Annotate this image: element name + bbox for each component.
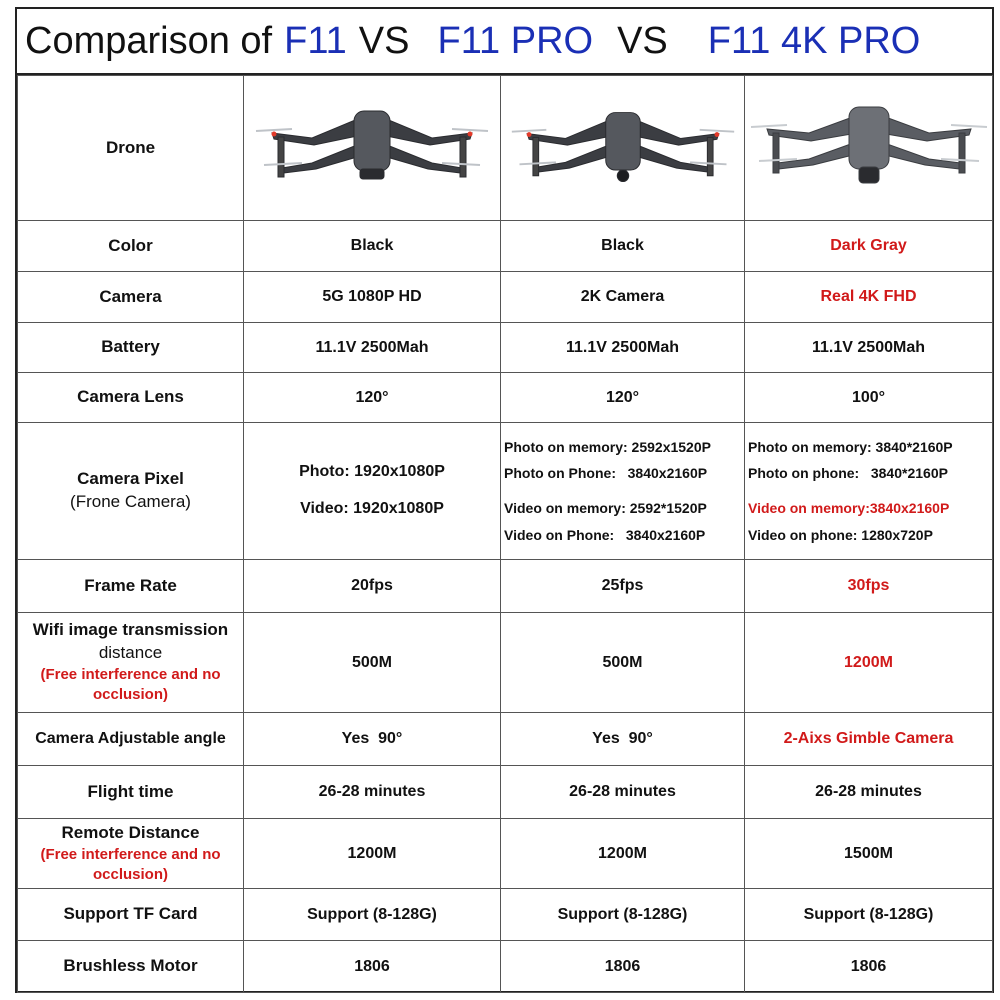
cell-f11-4k-pro-tf: Support (8-128G) (745, 889, 993, 941)
cell-f11-4k-pro-color: Dark Gray (745, 221, 993, 272)
row-label-tf: Support TF Card (18, 889, 244, 941)
table-row-color (18, 221, 993, 272)
row-label-remote-note1: (Free interference and no (40, 845, 221, 863)
row-label-pixel (18, 423, 244, 560)
row-label-motor: Brushless Motor (18, 941, 244, 993)
cell-f11-pro-wifi: 500M (501, 613, 745, 713)
cell-f11-pro-pixel-l1: Photo on memory: 2592x1520P (504, 438, 711, 455)
cell-f11-4k-pro-pixel-l1: Photo on memory: 3840*2160P (748, 438, 953, 455)
row-label-pixel-line2: (Frone Camera) (70, 492, 191, 511)
row-label-drone: Drone (18, 76, 244, 221)
cell-f11-camera: 5G 1080P HD (244, 272, 501, 323)
cell-f11-motor: 1806 (244, 941, 501, 993)
row-label-framerate: Frame Rate (18, 560, 244, 613)
row-label-wifi-line1: Wifi image transmission (32, 620, 229, 640)
drone-f11-pro-image (508, 93, 738, 203)
cell-f11-pixel-photo: Photo: 1920x1080P (299, 463, 445, 481)
drone-f11-4k-pro-cell (745, 76, 993, 221)
cell-f11-pro-pixel-l3: Video on memory: 2592*1520P (504, 500, 707, 516)
cell-f11-angle: Yes 90° (244, 713, 501, 766)
cell-f11-4k-pro-wifi: 1200M (745, 613, 993, 713)
cell-f11-pro-angle: Yes 90° (501, 713, 745, 766)
cell-f11-4k-pro-pixel-l4: Video on phone: 1280x720P (748, 526, 933, 543)
page-title (17, 9, 992, 75)
row-label-remote-line1: Remote Distance (61, 822, 200, 842)
row-label-camera: Camera (18, 272, 244, 323)
table-row-remote (18, 819, 993, 889)
cell-f11-pixel-video: Video: 1920x1080P (300, 500, 444, 517)
row-label-wifi (18, 613, 244, 713)
cell-f11-4k-pro-pixel-l2: Photo on phone: 3840*2160P (748, 465, 948, 482)
cell-f11-4k-pro-flight: 26-28 minutes (745, 766, 993, 819)
drone-f11-4k-pro-image (749, 93, 989, 203)
cell-f11-pro-pixel-l4: Video on Phone: 3840x2160P (504, 526, 706, 543)
cell-f11-framerate: 20fps (244, 560, 501, 613)
row-label-wifi-note1: (Free interference and no (40, 666, 221, 684)
cell-f11-4k-pro-pixel (745, 423, 993, 560)
title-vs-2: VS (617, 20, 668, 62)
drone-f11-image (252, 93, 492, 203)
row-label-pixel-line1: Camera Pixel (77, 469, 184, 489)
cell-f11-color: Black (244, 221, 501, 272)
table-row-pixel (18, 423, 993, 560)
drone-f11-cell (244, 76, 501, 221)
row-label-angle: Camera Adjustable angle (18, 713, 244, 766)
cell-f11-pro-framerate: 25fps (501, 560, 745, 613)
drone-f11-pro-cell (501, 76, 745, 221)
row-label-color: Color (18, 221, 244, 272)
cell-f11-wifi: 500M (244, 613, 501, 713)
table-row-wifi (18, 613, 993, 713)
cell-f11-pro-tf: Support (8-128G) (501, 889, 745, 941)
cell-f11-4k-pro-remote: 1500M (745, 819, 993, 889)
cell-f11-4k-pro-angle: 2-Aixs Gimble Camera (745, 713, 993, 766)
cell-f11-pro-camera: 2K Camera (501, 272, 745, 323)
cell-f11-4k-pro-lens: 100° (745, 373, 993, 423)
row-label-remote-note2: occlusion) (92, 865, 168, 883)
cell-f11-pro-pixel-l2: Photo on Phone: 3840x2160P (504, 465, 708, 482)
cell-f11-4k-pro-motor: 1806 (745, 941, 993, 993)
cell-f11-battery: 11.1V 2500Mah (244, 323, 501, 373)
row-label-wifi-note2: occlusion) (92, 686, 168, 704)
title-model-f11: F11 (284, 20, 347, 62)
table-row-framerate (18, 560, 993, 613)
cell-f11-4k-pro-framerate: 30fps (745, 560, 993, 613)
table-row-flight (18, 766, 993, 819)
table-row-battery (18, 323, 993, 373)
cell-f11-remote: 1200M (244, 819, 501, 889)
cell-f11-tf: Support (8-128G) (244, 889, 501, 941)
cell-f11-4k-pro-camera: Real 4K FHD (745, 272, 993, 323)
row-label-battery: Battery (18, 323, 244, 373)
table-row-drone (18, 76, 993, 221)
cell-f11-pro-flight: 26-28 minutes (501, 766, 745, 819)
title-vs-1: VS (358, 20, 410, 62)
title-model-f11-4k-pro: F11 4K PRO (707, 20, 921, 62)
comparison-table (17, 75, 993, 993)
cell-f11-4k-pro-pixel-l3: Video on memory:3840x2160P (748, 500, 950, 516)
cell-f11-pro-color: Black (501, 221, 745, 272)
table-row-camera (18, 272, 993, 323)
row-label-wifi-line2: distance (98, 643, 163, 663)
cell-f11-pro-pixel (501, 423, 745, 560)
row-label-remote (18, 819, 244, 889)
cell-f11-lens: 120° (244, 373, 501, 423)
title-model-f11-pro: F11 PRO (437, 20, 594, 62)
table-row-lens (18, 373, 993, 423)
cell-f11-pro-lens: 120° (501, 373, 745, 423)
cell-f11-flight: 26-28 minutes (244, 766, 501, 819)
cell-f11-pro-remote: 1200M (501, 819, 745, 889)
table-row-motor (18, 941, 993, 993)
cell-f11-4k-pro-battery: 11.1V 2500Mah (745, 323, 993, 373)
table-row-tf (18, 889, 993, 941)
cell-f11-pixel (244, 423, 501, 560)
row-label-flight: Flight time (18, 766, 244, 819)
comparison-frame (15, 7, 994, 993)
table-row-angle (18, 713, 993, 766)
cell-f11-pro-motor: 1806 (501, 941, 745, 993)
row-label-lens: Camera Lens (18, 373, 244, 423)
title-prefix: Comparison of (25, 20, 273, 62)
cell-f11-pro-battery: 11.1V 2500Mah (501, 323, 745, 373)
